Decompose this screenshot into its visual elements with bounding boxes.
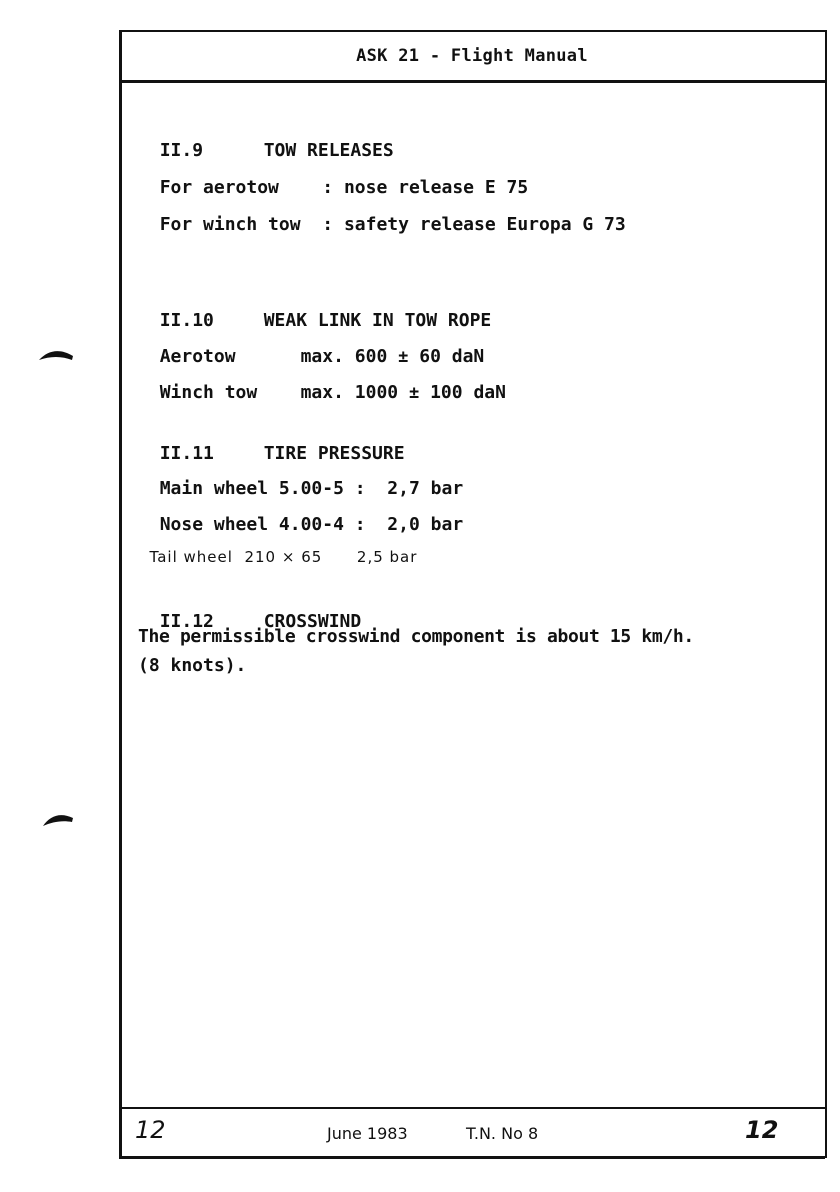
spec-row-handwritten xyxy=(138,524,417,568)
spec-max: max. xyxy=(300,382,344,403)
binder-mark-icon xyxy=(42,812,74,828)
spec-label: Main wheel 5.00-5 xyxy=(159,478,344,499)
section-title: TOW RELEASES xyxy=(263,140,394,161)
footer-tn: T.N. No 8 xyxy=(466,1124,539,1143)
spec-separator: : xyxy=(322,177,334,198)
spec-value: 1000 xyxy=(354,382,399,403)
section-title: CROSSWIND xyxy=(263,611,362,632)
spec-tolerance: 100 daN xyxy=(430,382,506,403)
section-title: WEAK LINK IN TOW ROPE xyxy=(263,310,492,331)
page-title: ASK 21 - Flight Manual xyxy=(356,46,588,66)
header-bar xyxy=(119,30,825,83)
body-text-line: The permissible crosswind component is about 15 km/h. xyxy=(138,626,694,647)
spec-separator: : xyxy=(354,514,366,535)
binder-mark-icon xyxy=(38,348,74,362)
spec-value: nose release E 75 xyxy=(343,177,529,198)
spec-tolerance: 60 daN xyxy=(419,346,485,367)
spec-label: For aerotow xyxy=(159,177,279,198)
footer-bottom-rule xyxy=(119,1156,825,1159)
plus-minus: ± xyxy=(409,383,420,403)
spec-max: max. xyxy=(300,346,344,367)
page-number-left: 12 xyxy=(135,1116,166,1144)
spec-row xyxy=(138,192,626,236)
spec-value: 2,0 bar xyxy=(387,514,464,535)
section-number: II.9 xyxy=(159,140,204,161)
spec-label: Nose wheel 4.00-4 xyxy=(159,514,344,535)
footer-divider xyxy=(119,1107,825,1109)
body-text-line: (8 knots). xyxy=(138,655,247,676)
spec-value: 2,7 bar xyxy=(387,478,464,499)
spec-value: 2,5 bar xyxy=(356,548,418,566)
spec-label: Winch tow xyxy=(159,382,258,403)
spec-row xyxy=(138,360,506,404)
footer-date: June 1983 xyxy=(327,1124,408,1143)
spec-value: 600 xyxy=(354,346,388,367)
spec-separator: : xyxy=(354,478,366,499)
section-number: II.11 xyxy=(159,443,214,464)
spec-separator: : xyxy=(322,214,334,235)
spec-value: safety release Europa G 73 xyxy=(343,214,626,235)
page-number-right: 12 xyxy=(745,1116,779,1144)
section-number: II.12 xyxy=(159,611,214,632)
spec-label: For winch tow xyxy=(159,214,301,235)
plus-minus: ± xyxy=(398,347,409,367)
section-number: II.10 xyxy=(159,310,214,331)
spec-label: Aerotow xyxy=(159,346,236,367)
spec-size: 210 × 65 xyxy=(244,548,323,566)
spec-label: Tail wheel xyxy=(149,548,233,566)
section-title: TIRE PRESSURE xyxy=(263,443,405,464)
